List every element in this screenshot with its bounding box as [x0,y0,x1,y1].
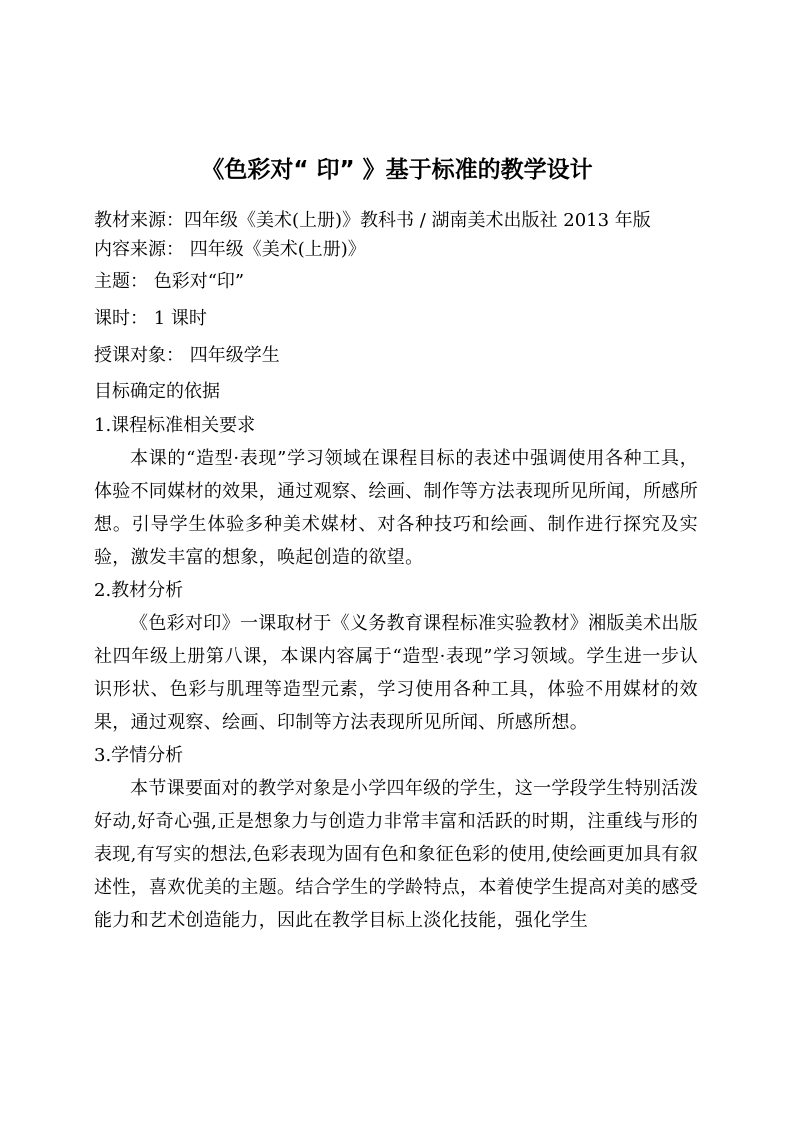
section-body-curriculum: 本课的“造型·表现”学习领域在课程目标的表述中强调使用各种工具，体验不同媒材的效果，通过观察、绘画、制作等方法表现所见所闻，所感所想。引导学生体验多种美术媒材、对各种技巧和绘画、制作进行探究及实验，激发丰富的想象，唤起创造的欲望。 [94,448,698,568]
basis-heading: 目标确定的依据 [94,381,220,402]
section-heading-textbook: 2.教材分析 [94,580,184,601]
section-body-students: 本节课要面对的教学对象是小学四年级的学生，这一学段学生特别活泼好动,好奇心强,正是想象力与创造力非常丰富和活跃的时期，注重线与形的表现,有写实的想法,色彩表现为固有色和象征色彩的使用,使绘画更加具有叙述性，喜欢优美的主题。结合学生的学龄特点，本着使学生提高对美的感受能力和艺术创造能力，因此在教学目标上淡化技能，强化学生 [94,778,698,931]
meta-label: 内容来源： [94,239,184,260]
meta-class-hours [94,300,698,337]
meta-content-source [94,234,698,263]
meta-value: 色彩对“印” [148,271,245,292]
section-heading-curriculum: 1.课程标准相关要求 [94,415,256,436]
meta-topic [94,263,698,300]
document-content [94,205,698,937]
meta-value: 1 课时 [148,308,207,329]
meta-value: 四年级《美术(上册)》教科书 / 湖南美术出版社 2013 年版 [184,210,651,231]
meta-label: 主题： [94,271,148,292]
document-title: 《色彩对“ 印” 》基于标准的教学设计 [201,157,593,183]
section-heading-students: 3.学情分析 [94,745,184,766]
meta-label: 课时： [94,308,148,329]
meta-value: 四年级《美术(上册)》 [184,239,366,260]
meta-audience [94,337,698,374]
section-body-textbook: 《色彩对印》一课取材于《义务教育课程标准实验教材》湘版美术出版社四年级上册第八课，本课内容属于“造型·表现”学习领域。学生进一步认识形状、色彩与肌理等造型元素，学习使用各种工具，体验不用媒材的效果，通过观察、绘画、印制等方法表现所见所闻、所感所想。 [94,613,698,733]
meta-label: 教材来源： [94,210,184,231]
meta-label: 授课对象： [94,345,184,366]
meta-value: 四年级学生 [184,345,280,366]
meta-textbook-source [94,205,698,234]
